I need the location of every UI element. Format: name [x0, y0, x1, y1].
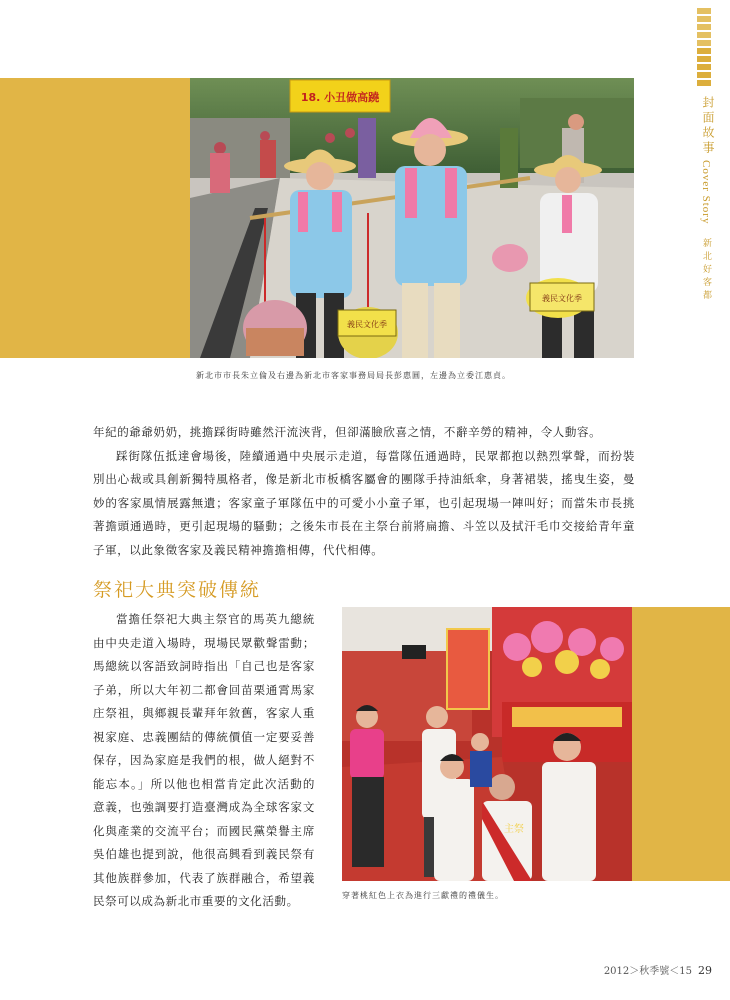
parade-sign-text: 18. 小丑做高蹺 — [300, 91, 380, 104]
photo1-caption: 新北市市長朱立倫及右邊為新北市客家事務局局長彭惠圓，左邊為立委江惠貞。 — [196, 371, 511, 380]
sash-text: 主祭 — [504, 824, 524, 835]
paragraph-ceremony: 當擔任祭祀大典主祭官的馬英九總統由中央走道入場時，現場民眾歡聲雷動；馬總統以客語致詞時指出「自己也是客家子弟，所以大年初二都會回苗栗通霄馬家庄祭祖，與鄉親長輩拜年敘舊，客家人重視家庭、忠義團結的傳統價值一定要妥善保存，因為家庭是我們的根，做人絕對不能忘本。」所以他也相當肯定此次活動的意義，也強調要打造臺灣成為全球客家文化與產業的交流平台；而國民黨榮譽主席吳伯雄也提到說，他很高興看到義民祭有其他族群參加，代表了族群融合，希望義民祭可以成為新北市重要的文化活動。 — [93, 612, 315, 908]
paragraph-parade: 踩街隊伍抵達會場後，陸續通過中央展示走道，每當隊伍通過時，民眾都抱以熱烈掌聲，而扮裝別出心裁或具創新獨特風格者，像是新北市板橋客屬會的團隊手持油紙傘，身著裙裝，搖曳生姿，曼妙的客家風情展露無遺；客家童子軍隊伍中的可愛小小童子軍，也引起現場一陣叫好；而當朱市長挑著擔頭通過時，更引起現場的騷動；之後朱市長在主祭台前將扁擔、斗笠以及拭汗毛巾交接給青年童子軍，以此象徵客家及義民精神擔擔相傳，代代相傳。 — [93, 448, 635, 557]
basket-label-1: 義民文化季 — [347, 320, 387, 329]
article-body-top — [93, 421, 635, 562]
side-tab-stripes — [697, 8, 711, 88]
parade-photo — [190, 78, 634, 358]
section-sublabel: 新北好客都 — [701, 238, 711, 303]
section-heading: 祭祀大典突破傳統 — [93, 579, 262, 601]
section-label-zh: 封面故事 — [701, 96, 715, 156]
accent-block-right — [632, 607, 730, 881]
accent-block-top — [0, 78, 190, 358]
ceremony-scene — [342, 607, 632, 881]
page-footer — [604, 962, 712, 977]
paragraph-continuation: 年紀的爺爺奶奶，挑擔踩街時雖然汗流浹背，但卻滿臉欣喜之情，不辭辛勞的精神，令人動容。 — [93, 425, 602, 439]
parade-scene — [190, 78, 634, 358]
page-number: 29 — [698, 964, 712, 977]
article-body-left — [93, 608, 315, 914]
ceremony-photo — [342, 607, 632, 881]
photo2-caption: 穿著桃紅色上衣為進行三獻禮的禮儀生。 — [342, 891, 504, 900]
section-label-en: Cover Story — [700, 160, 712, 225]
issue-label: 2012＞秋季號＜15 — [603, 966, 692, 977]
basket-label-2: 義民文化季 — [542, 294, 582, 303]
